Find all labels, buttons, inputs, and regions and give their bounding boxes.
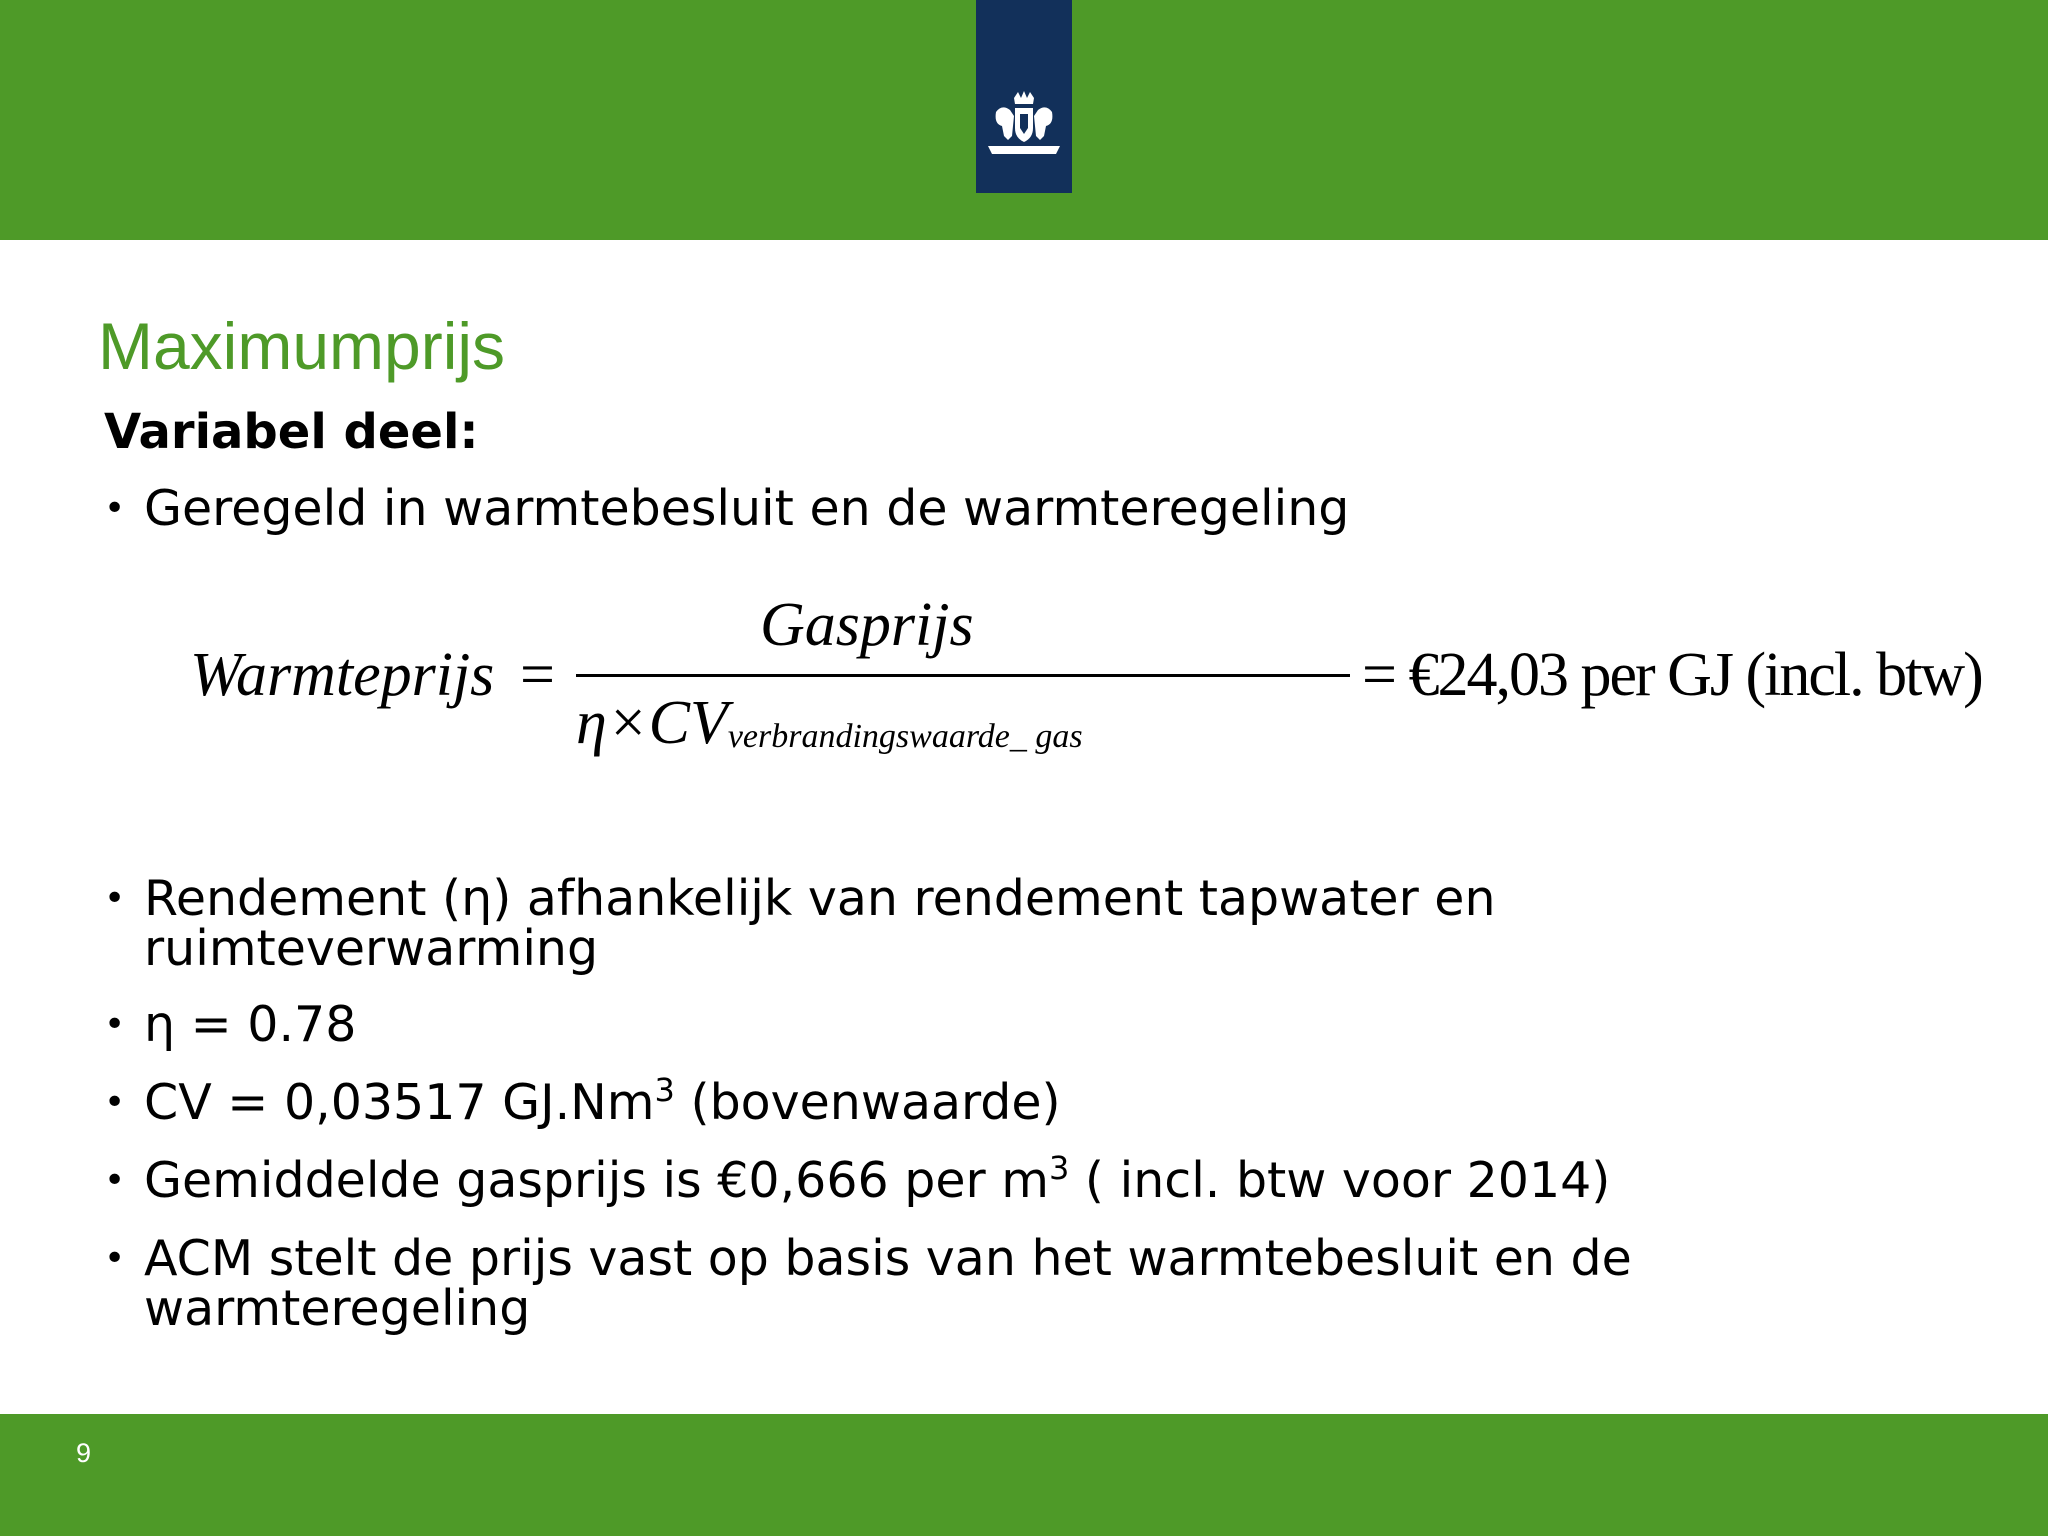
bullet-item	[104, 1230, 1964, 1337]
formula-denominator	[576, 688, 1083, 759]
page-number: 9	[76, 1438, 92, 1468]
formula-numerator: Gasprijs	[760, 591, 974, 659]
bullet-text-suffix: (bovenwaarde)	[674, 1074, 1061, 1131]
bullet-item	[104, 1149, 1964, 1209]
bullet-glyph: •	[104, 1160, 126, 1201]
superscript: 3	[654, 1071, 675, 1109]
bullet-item	[104, 870, 1964, 977]
bullet-item	[104, 1071, 1964, 1131]
section-subtitle: Variabel deel:	[104, 404, 479, 460]
logo-strip	[976, 0, 1072, 193]
bullet-glyph: •	[104, 1238, 126, 1279]
bullet-text	[144, 1149, 1964, 1209]
bullet-text	[144, 1071, 1964, 1131]
bullet-text: Geregeld in warmtebesluit en de warmteregeling	[144, 480, 1350, 537]
bullet-text-prefix: Gemiddelde gasprijs is €0,666 per m	[144, 1152, 1049, 1209]
bullet-text-line1: Rendement (η) afhankelijk van rendement tapwater en	[144, 870, 1496, 927]
denominator-subscript: verbrandingswaarde_ gas	[727, 718, 1083, 755]
bullet-glyph: •	[104, 878, 126, 919]
formula-equals: =	[520, 641, 555, 709]
footer-band	[0, 1414, 2048, 1536]
bullet-text-line2: ruimteverwarming	[144, 920, 599, 977]
bullet-text-suffix: ( incl. btw voor 2014)	[1069, 1152, 1611, 1209]
bullet-glyph: •	[104, 488, 126, 529]
slide-title: Maximumprijs	[98, 309, 506, 383]
bullet-text-line2: warmteregeling	[144, 1280, 531, 1337]
header-band	[0, 0, 2048, 240]
bullet-text-line1: ACM stelt de prijs vast op basis van het warmtebesluit en de	[144, 1230, 1632, 1287]
bullet-item	[104, 480, 1964, 537]
rijksoverheid-coat-of-arms-icon	[984, 90, 1064, 170]
fraction-bar	[576, 674, 1350, 677]
bullet-glyph: •	[104, 1004, 126, 1045]
bullet-glyph: •	[104, 1082, 126, 1123]
bullet-text-prefix: CV = 0,03517 GJ.Nm	[144, 1074, 655, 1131]
bullet-text: η = 0.78	[144, 996, 357, 1053]
bullet-item	[104, 996, 1964, 1053]
warmteprijs-formula	[190, 590, 1982, 770]
formula-result: = €24,03 per GJ (incl. btw)	[1362, 641, 1982, 709]
superscript: 3	[1048, 1149, 1070, 1187]
formula-lhs: Warmteprijs	[190, 641, 495, 709]
denominator-symbol: η×CV	[576, 689, 728, 757]
